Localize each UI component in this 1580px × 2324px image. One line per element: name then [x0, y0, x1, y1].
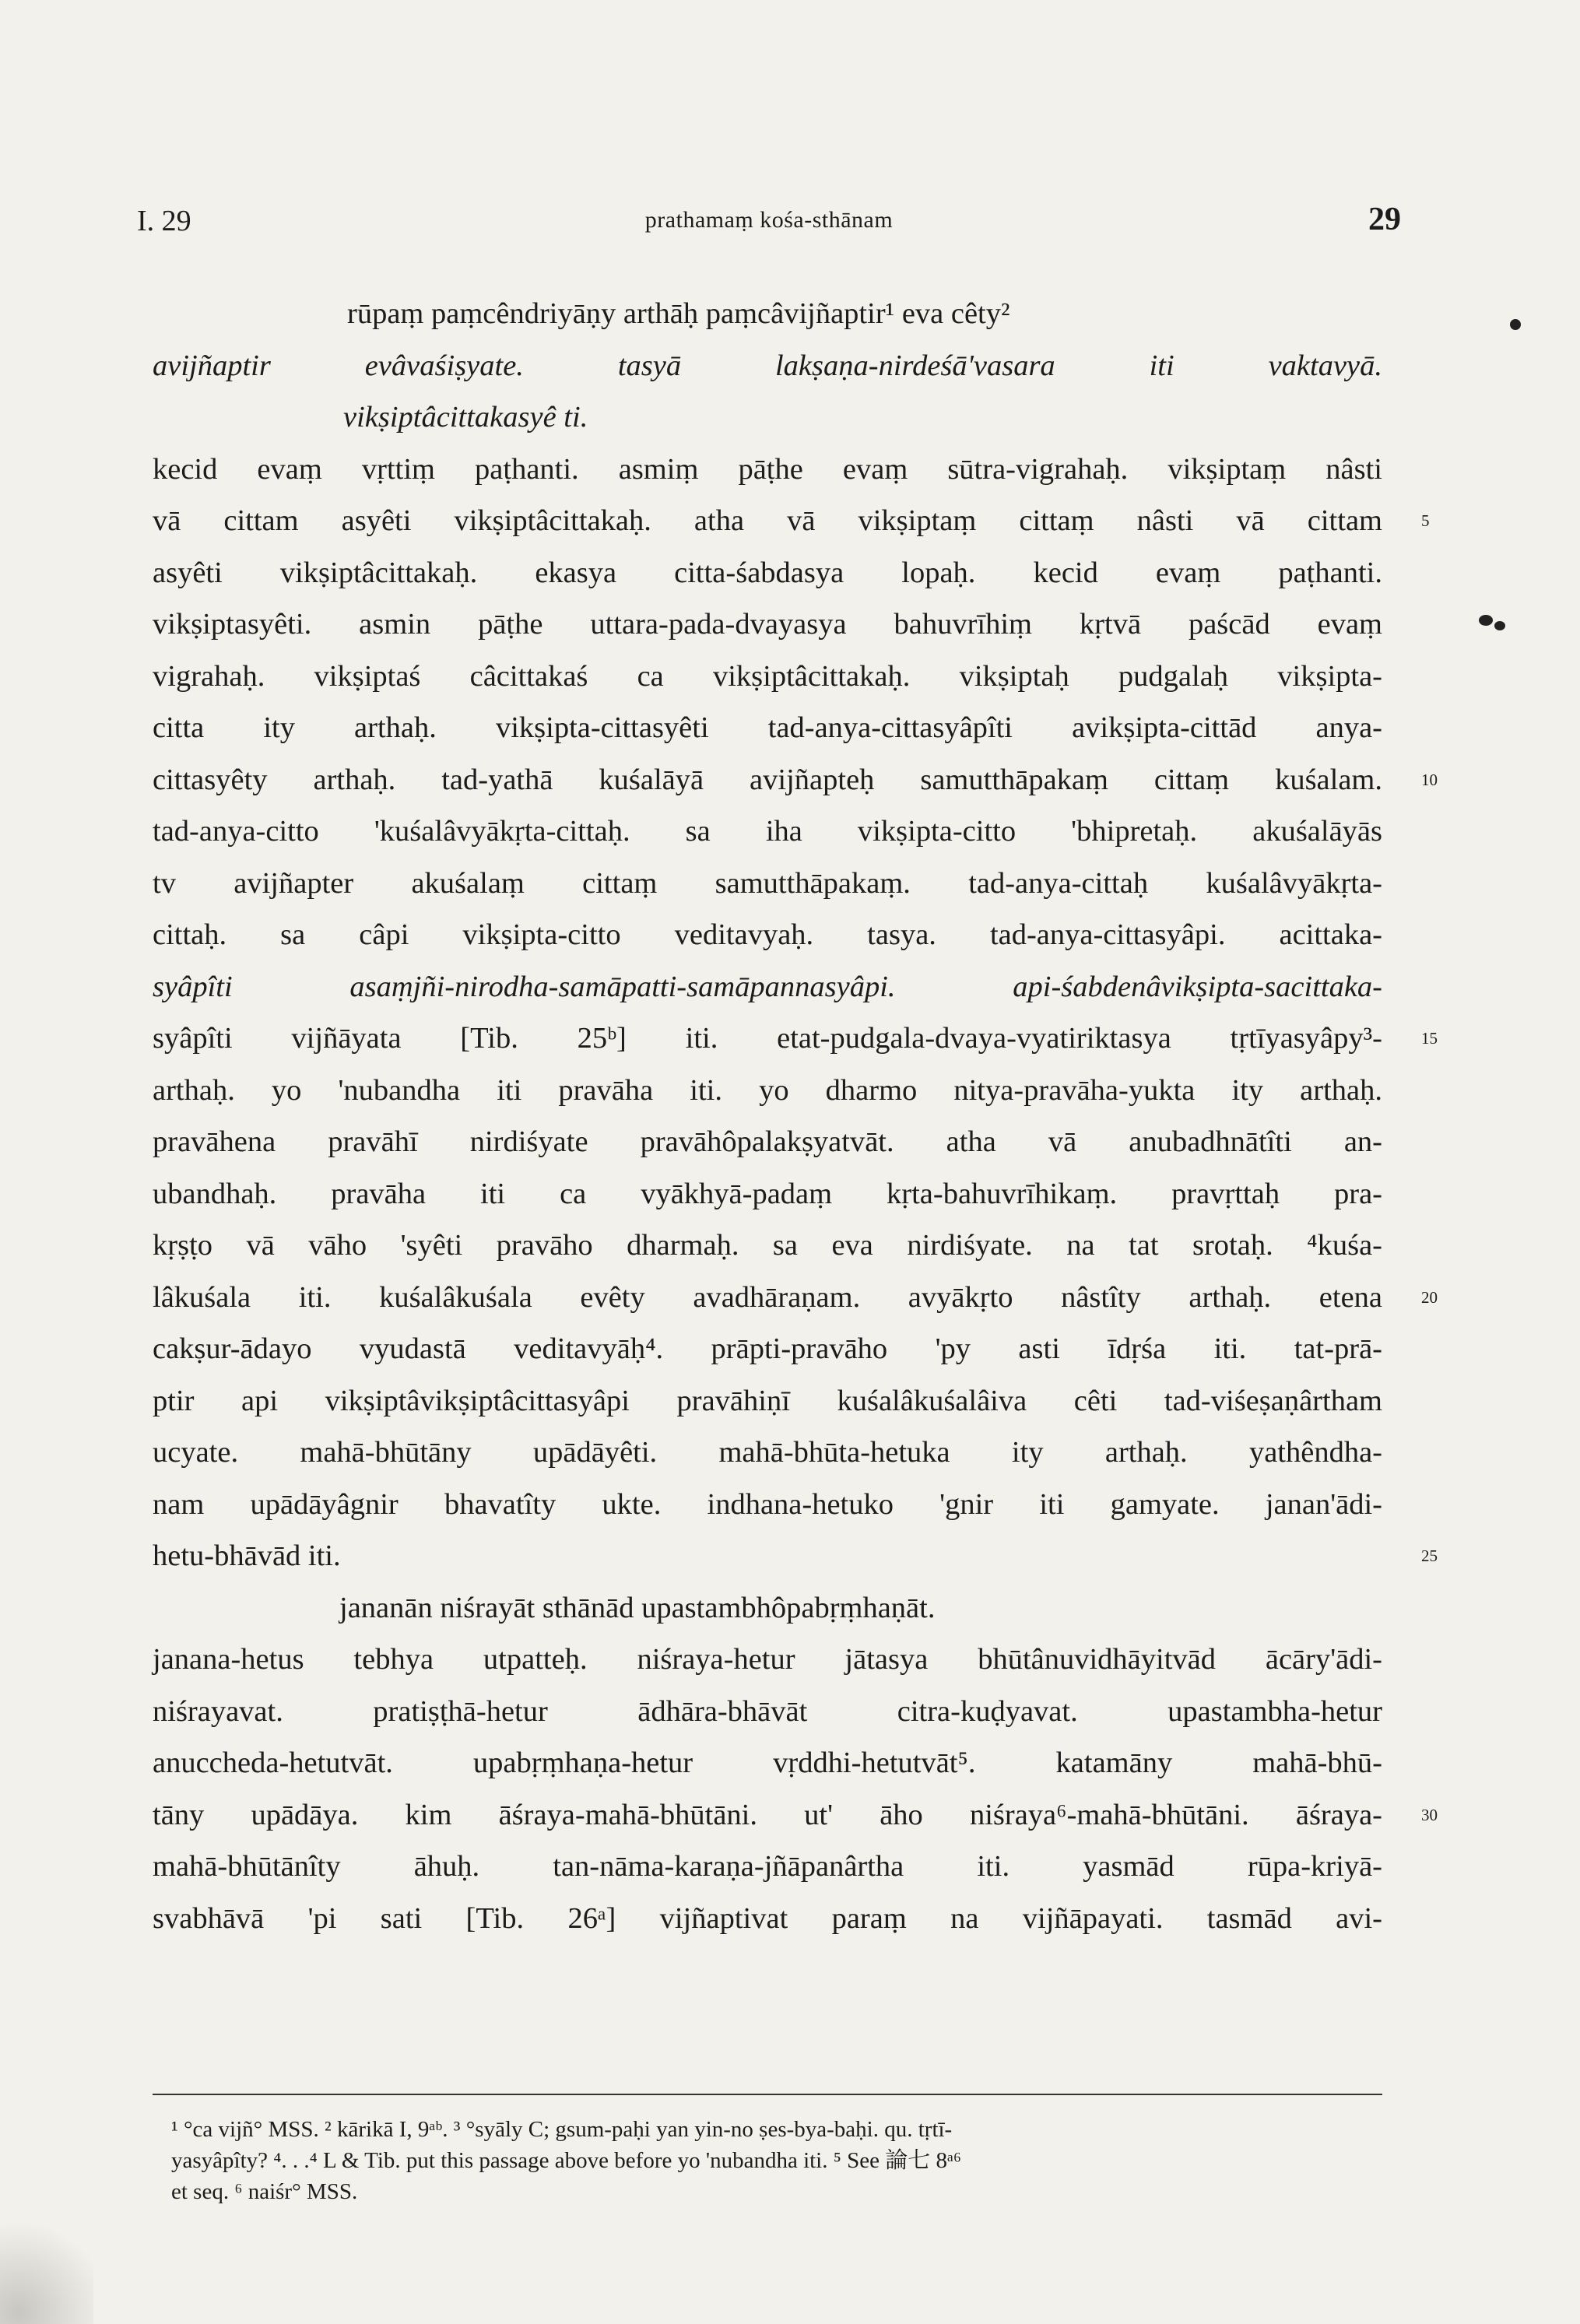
footnote-line: ¹ °ca vijñ° MSS. ² kārikā I, 9ᵃᵇ. ³ °syāly C; gsum-paḥi yan yin-no ṣes-bya-baḥi. qu. tṛtī-	[171, 2117, 953, 2142]
verse-line: vikṣiptâcittakasyê ti.	[343, 401, 588, 434]
text-line: cittasyêty arthaḥ. tad-yathā kuśalāyā avijñapteḥ samutthāpakaṃ cittaṃ kuśalam. 10	[153, 754, 1382, 806]
text-line: avijñaptir evâvaśiṣyate. tasyā lakṣaṇa-nirdeśā'vasara iti vaktavyā.	[153, 349, 1382, 382]
main-text	[153, 288, 1438, 1944]
page-grain	[0, 2207, 93, 2324]
ink-specks	[1510, 319, 1541, 350]
footnotes	[171, 2114, 1385, 2207]
text-line: nam upādāyâgnir bhavatîty ukte. indhana-hetuko 'gnir iti gamyate. janan'ādi-	[153, 1487, 1382, 1521]
section-reference: I. 29	[137, 205, 191, 237]
footnote-rule	[153, 2094, 1382, 2095]
text-line: kṛṣṭo vā vāho 'syêti pravāho dharmaḥ. sa eva nirdiśyate. na tat srotaḥ. ⁴kuśa-	[153, 1229, 1382, 1262]
text-line: citta ity arthaḥ. vikṣipta-cittasyêti tad-anya-cittasyâpîti avikṣipta-cittād anya-	[153, 711, 1382, 744]
text-line: anuccheda-hetutvāt. upabṛṃhaṇa-hetur vṛddhi-hetutvāt⁵. katamāny mahā-bhū-	[153, 1747, 1382, 1779]
text-line: vā cittam asyêti vikṣiptâcittakaḥ. atha vā vikṣiptaṃ cittaṃ nâsti vā cittam 5	[153, 495, 1382, 547]
text-line: ucyate. mahā-bhūtāny upādāyêti. mahā-bhūta-hetuka ity arthaḥ. yathêndha-	[153, 1436, 1382, 1469]
running-title: prathamaṃ kośa-sthānam	[644, 207, 894, 233]
text-line: janana-hetus tebhya utpatteḥ. niśraya-hetur jātasya bhūtânuvidhāyitvād ācāry'ādi-	[153, 1643, 1382, 1676]
footnote-line: yasyâpîty? ⁴. . .⁴ L & Tib. put this passage above before yo 'nubandha iti. ⁵ See 論七 8ᵃ⁶	[171, 2148, 962, 2173]
text-line: arthaḥ. yo 'nubandha iti pravāha iti. yo dharmo nitya-pravāha-yukta ity arthaḥ.	[153, 1073, 1382, 1107]
footnote-line: et seq. ⁶ naiśr° MSS.	[171, 2179, 358, 2204]
ink-specks	[1479, 615, 1510, 646]
line-number: 10	[1421, 770, 1438, 789]
text-line: asyêti vikṣiptâcittakaḥ. ekasya citta-śabdasya lopaḥ. kecid evaṃ paṭhanti.	[153, 556, 1382, 589]
text-line: ptir api vikṣiptâvikṣiptâcittasyâpi pravāhiṇī kuśalâkuśalâiva cêti tad-viśeṣaṇârtham	[153, 1384, 1382, 1417]
text-line: tv avijñapter akuśalaṃ cittaṃ samutthāpakaṃ. tad-anya-cittaḥ kuśalâvyākṛta-	[153, 866, 1382, 900]
text-line: syâpîti vijñāyata [Tib. 25ᵇ] iti. etat-pudgala-dvaya-vyatiriktasya tṛtīyasyâpy³- 15	[153, 1013, 1382, 1065]
page-number: 29	[1368, 202, 1401, 237]
line-number: 15	[1421, 1029, 1438, 1048]
line-number: 20	[1421, 1287, 1438, 1307]
text-line: cittaḥ. sa câpi vikṣipta-citto veditavyaḥ. tasya. tad-anya-cittasyâpi. acittaka-	[153, 918, 1382, 951]
verse-line: jananān niśrayāt sthānād upastambhôpabṛṃhaṇāt.	[339, 1591, 936, 1624]
text-line: vigrahaḥ. vikṣiptaś câcittakaś ca vikṣiptâcittakaḥ. vikṣiptaḥ pudgalaḥ vikṣipta-	[153, 659, 1382, 693]
text-line: ubandhaḥ. pravāha iti ca vyākhyā-padaṃ kṛta-bahuvrīhikaṃ. pravṛttaḥ pra-	[153, 1177, 1382, 1210]
text-line: vikṣiptasyêti. asmin pāṭhe uttara-pada-dvayasya bahuvrīhiṃ kṛtvā paścād evaṃ	[153, 608, 1382, 641]
line-number: 5	[1421, 511, 1430, 530]
text-line: kecid evaṃ vṛttiṃ paṭhanti. asmiṃ pāṭhe evaṃ sūtra-vigrahaḥ. vikṣiptaṃ nâsti	[153, 452, 1382, 486]
line-number: 25	[1421, 1546, 1438, 1565]
text-line: syâpîti asaṃjñi-nirodha-samāpatti-samāpannasyâpi. api-śabdenâvikṣipta-sacittaka-	[153, 970, 1382, 1003]
page-header	[137, 204, 1401, 251]
text-line: niśrayavat. pratiṣṭhā-hetur ādhāra-bhāvāt citra-kuḍyavat. upastambha-hetur	[153, 1694, 1382, 1728]
text-line: cakṣur-ādayo vyudastā veditavyāḥ⁴. prāpti-pravāho 'py asti īdṛśa iti. tat-prā-	[153, 1332, 1382, 1365]
text-line: hetu-bhāvād iti. 25	[153, 1530, 1382, 1582]
line-number: 30	[1421, 1805, 1438, 1824]
text-line: lâkuśala iti. kuśalâkuśala evêty avadhāraṇam. avyākṛto nâstîty arthaḥ. etena 20	[153, 1272, 1382, 1324]
text-line: svabhāvā 'pi sati [Tib. 26ᵃ] vijñaptivat paraṃ na vijñāpayati. tasmād avi-	[153, 1901, 1382, 1935]
text-line: mahā-bhūtānîty āhuḥ. tan-nāma-karaṇa-jñāpanârtha iti. yasmād rūpa-kriyā-	[153, 1850, 1382, 1883]
text-line: pravāhena pravāhī nirdiśyate pravāhôpalakṣyatvāt. atha vā anubadhnātîti an-	[153, 1125, 1382, 1158]
verse-line: rūpaṃ paṃcêndriyāṇy arthāḥ paṃcâvijñaptir¹ eva cêty²	[347, 297, 1010, 330]
text-line: tāny upādāya. kim āśraya-mahā-bhūtāni. ut' āho niśraya⁶-mahā-bhūtāni. āśraya- 30	[153, 1789, 1382, 1841]
text-line: tad-anya-citto 'kuśalâvyākṛta-cittaḥ. sa iha vikṣipta-citto 'bhipretaḥ. akuśalāyās	[153, 815, 1382, 848]
